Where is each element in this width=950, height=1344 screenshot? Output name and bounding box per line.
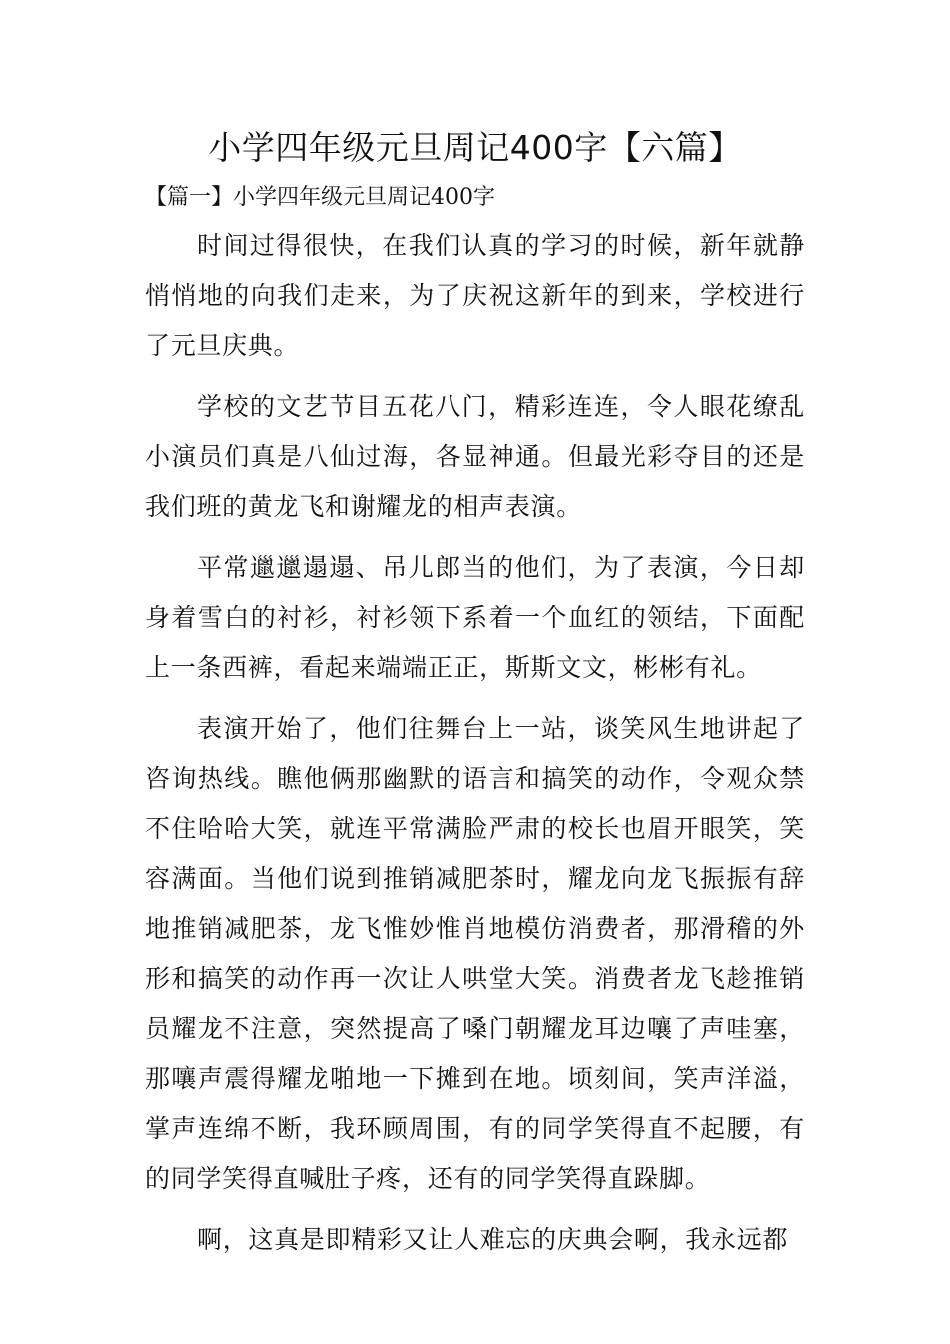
paragraph: 表演开始了，他们往舞台上一站，谈笑风生地讲起了咨询热线。瞧他俩那幽默的语言和搞笑的动作，令观众禁不住哈哈大笑，就连平常满脸严肃的校长也眉开眼笑，笑容满面。当他们说到推销减肥茶时，耀龙向龙飞振振有辞地推销减肥茶，龙飞惟妙惟肖地模仿消费者，那滑稽的外形和搞笑的动作再一次让人哄堂大笑。消费者龙飞趁推销员耀龙不注意，突然提高了嗓门朝耀龙耳边嚷了声哇塞，那嚷声震得耀龙啪地一下摊到在地。顷刻间，笑声洋溢，掌声连绵不断，我环顾周围，有的同学笑得直不起腰，有的同学笑得直喊肚子疼，还有的同学笑得直跺脚。 — [145, 714, 805, 1193]
section-heading: 【篇一】小学四年级元旦周记400字 — [145, 185, 495, 210]
document-title: 小学四年级元旦周记400字【六篇】 — [208, 128, 742, 167]
paragraph: 平常邋邋遢遢、吊儿郎当的他们，为了表演，今日却身着雪白的衬衫，衬衫领下系着一个血红的领结，下面配上一条西裤，看起来端端正正，斯斯文文，彬彬有礼。 — [145, 553, 805, 682]
paragraph: 时间过得很快，在我们认真的学习的时候，新年就静悄悄地的向我们走来，为了庆祝这新年的到来，学校进行了元旦庆典。 — [145, 231, 805, 360]
body-text — [145, 221, 805, 1276]
paragraph: 啊，这真是即精彩又让人难忘的庆典会啊，我永远都 — [197, 1225, 789, 1254]
paragraph: 学校的文艺节目五花八门，精彩连连，令人眼花缭乱小演员们真是八仙过海，各显神通。但最光彩夺目的还是我们班的黄龙飞和谢耀龙的相声表演。 — [145, 392, 805, 521]
